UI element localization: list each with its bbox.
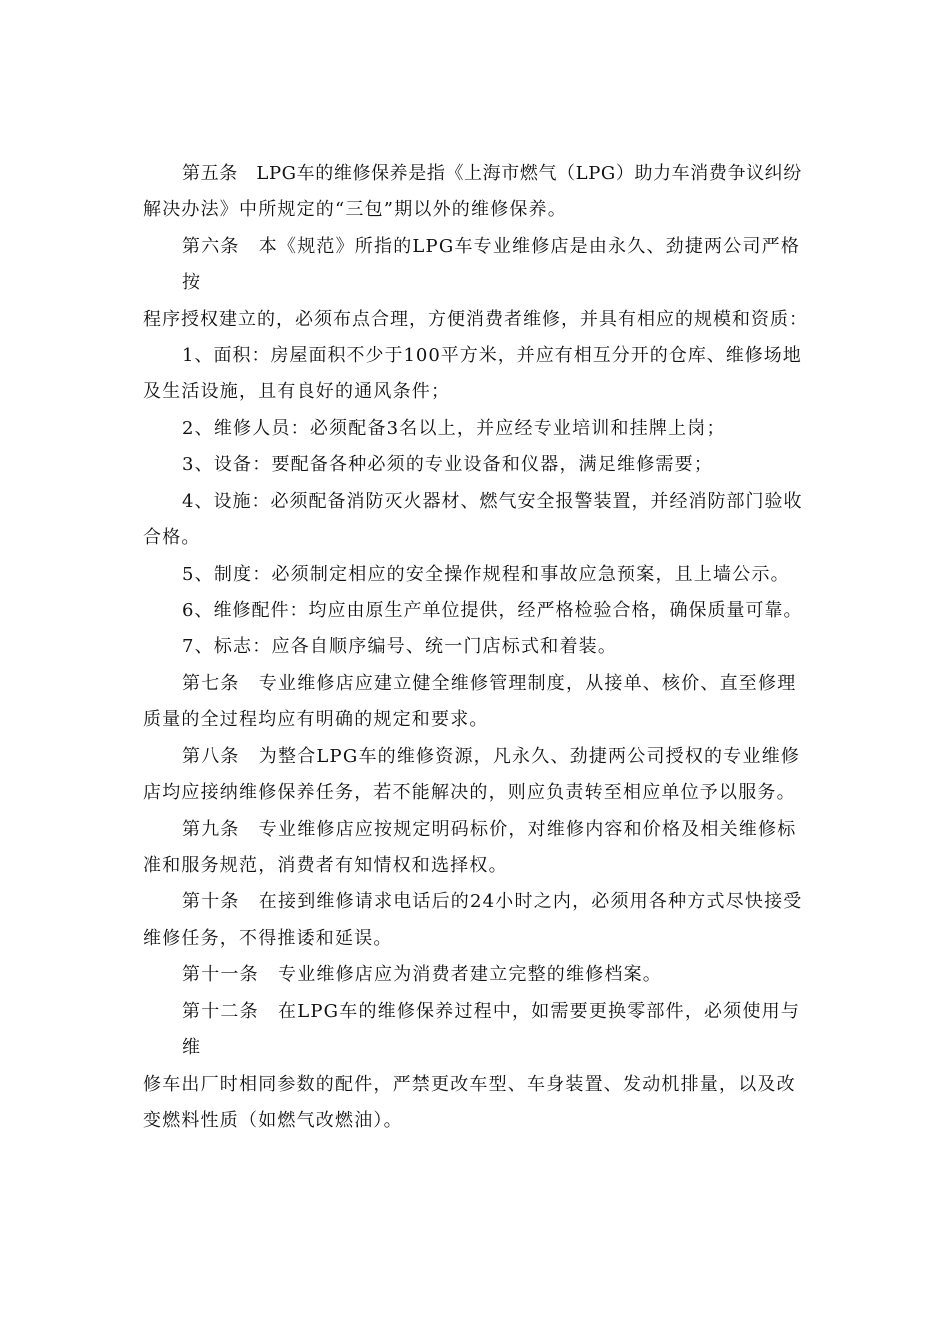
article-12-line-1: 第十二条 在LPG车的维修保养过程中，如需要更换零部件，必须使用与: [182, 1001, 801, 1022]
item-3-line: 3、设备：要配备各种必须的专业设备和仪器，满足维修需要；: [182, 454, 714, 475]
item-4-line-1: 4、设施：必须配备消防灭火器材、燃气安全报警装置，并经消防部门验收: [182, 491, 803, 512]
article-11-line: 第十一条 专业维修店应为消费者建立完整的维修档案。: [182, 964, 662, 985]
item-2-line: 2、维修人员：必须配备3名以上，并应经专业培训和挂牌上岗；: [182, 418, 726, 439]
article-6-line-3: 程序授权建立的，必须布点合理，方便消费者维修，并具有相应的规模和资质：: [143, 309, 808, 330]
item-4-line-2: 合格。: [143, 527, 201, 548]
article-5-line-1: 第五条 LPG车的维修保养是指《上海市燃气（LPG）助力车消费争议纠纷: [182, 163, 802, 184]
article-6-line-1: 第六条 本《规范》所指的LPG车专业维修店是由永久、劲捷两公司严格: [182, 236, 801, 257]
item-7-line: 7、标志：应各自顺序编号、统一门店标式和着装。: [182, 636, 618, 657]
item-6-line: 6、维修配件：均应由原生产单位提供，经严格检验合格，确保质量可靠。: [182, 600, 803, 621]
article-8-line-1: 第八条 为整合LPG车的维修资源，凡永久、劲捷两公司授权的专业维修: [182, 746, 801, 767]
article-12-line-4: 变燃料性质（如燃气改燃油）。: [143, 1110, 403, 1131]
item-5-line: 5、制度：必须制定相应的安全操作规程和事故应急预案，且上墙公示。: [182, 564, 790, 585]
article-9-line-2: 准和服务规范，消费者有知情权和选择权。: [143, 855, 508, 876]
article-5-line-2: 解决办法》中所规定的“三包”期以外的维修保养。: [143, 199, 568, 220]
article-12-line-3: 修车出厂时相同参数的配件，严禁更改车型、车身装置、发动机排量，以及改: [143, 1074, 796, 1095]
article-8-line-2: 店均应接纳维修保养任务，若不能解决的，则应负责转至相应单位予以服务。: [143, 782, 796, 803]
article-10-line-1: 第十条 在接到维修请求电话后的24小时之内，必须用各种方式尽快接受: [182, 891, 803, 912]
article-9-line-1: 第九条 专业维修店应按规定明码标价，对维修内容和价格及相关维修标: [182, 819, 797, 840]
article-7-line-1: 第七条 专业维修店应建立健全维修管理制度，从接单、核价、直至修理: [182, 673, 797, 694]
article-12-line-2: 维: [182, 1037, 202, 1058]
article-7-line-2: 质量的全过程均应有明确的规定和要求。: [143, 709, 489, 730]
article-10-line-2: 维修任务，不得推诿和延误。: [143, 928, 393, 949]
item-1-line-2: 及生活设施，且有良好的通风条件；: [143, 381, 451, 402]
item-1-line-1: 1、面积：房屋面积不少于100平方米，并应有相互分开的仓库、维修场地: [182, 345, 802, 366]
article-6-line-2: 按: [182, 272, 202, 293]
